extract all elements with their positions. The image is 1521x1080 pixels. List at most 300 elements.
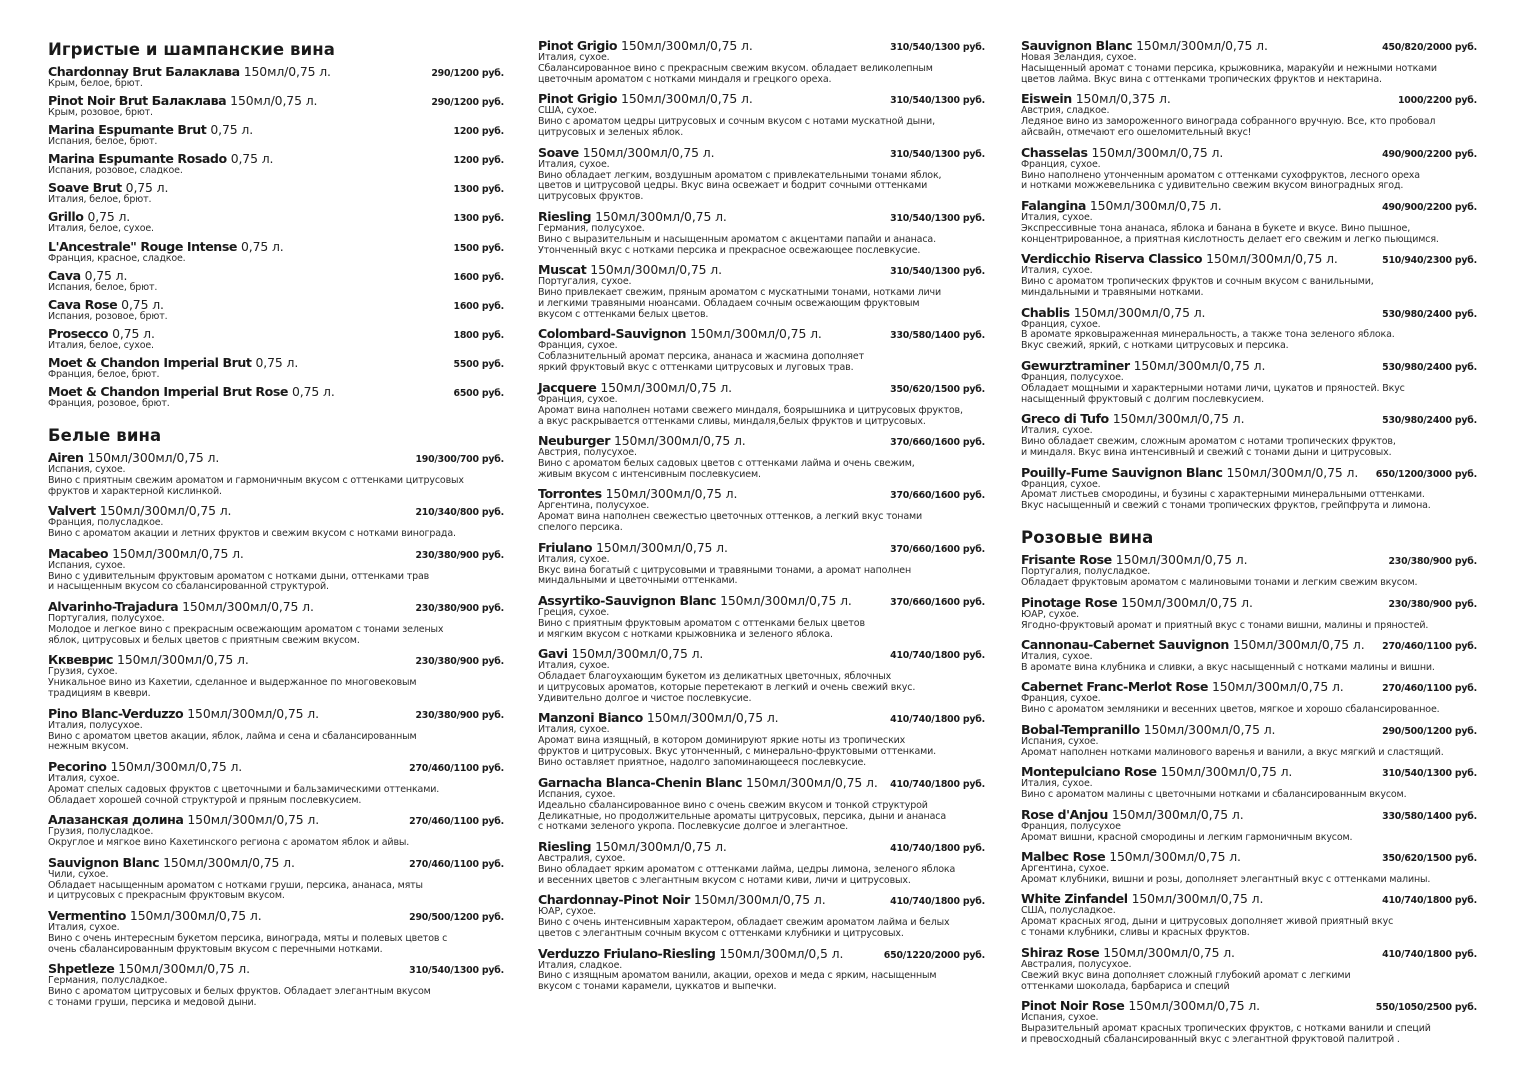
wine-item bbox=[48, 652, 504, 700]
wine-header-line bbox=[48, 503, 504, 518]
wine-header-line bbox=[1021, 891, 1477, 906]
wine-price: 270/460/1100 руб. bbox=[409, 816, 504, 828]
wine-price: 1300 руб. bbox=[453, 213, 504, 225]
wine-region: Италия, сухое. bbox=[538, 660, 610, 672]
wine-item bbox=[48, 450, 504, 498]
wine-header-line bbox=[538, 839, 985, 854]
wine-header-line bbox=[1021, 91, 1477, 106]
wine-volume: 150мл/300мл/0,75 л. bbox=[1143, 721, 1276, 737]
wine-header-line bbox=[1021, 722, 1477, 737]
wine-item bbox=[1021, 91, 1477, 139]
wine-header-line bbox=[1021, 198, 1477, 213]
wine-price: 1600 руб. bbox=[453, 271, 504, 283]
wine-region: Новая Зеландия, сухое. bbox=[1021, 52, 1137, 63]
wine-region: Австралия, сухое. bbox=[538, 852, 626, 864]
wine-header-line bbox=[1021, 807, 1477, 822]
wine-region: Франция, сухое. bbox=[1021, 318, 1101, 330]
wine-name: Moet & Chandon Imperial Brut Rose bbox=[48, 384, 288, 400]
wine-region: Италия, полусухое. bbox=[48, 719, 143, 731]
wine-name: Frisante Rose bbox=[1021, 552, 1112, 568]
wine-header-line bbox=[48, 64, 504, 79]
wine-header-line bbox=[48, 961, 504, 976]
wine-price: 410/740/1800 руб. bbox=[1382, 895, 1477, 907]
wine-volume: 150мл/0,75 л. bbox=[243, 64, 331, 79]
wine-name: Valvert bbox=[48, 503, 96, 519]
wine-volume: 150мл/300мл/0,75 л. bbox=[1128, 998, 1260, 1014]
wine-name: Pecorino bbox=[48, 758, 107, 774]
wine-item bbox=[1021, 358, 1477, 406]
wine-region: Италия, сухое. bbox=[538, 158, 610, 170]
wine-price: 230/380/900 руб. bbox=[415, 709, 504, 721]
wine-header-line bbox=[1021, 38, 1477, 53]
wine-description: Свежий вкус вина дополняет сложный глубокий аромат с легкими оттенками шоколада, барбариса и специй bbox=[1021, 969, 1351, 992]
wine-header-line bbox=[48, 546, 504, 561]
wine-item bbox=[1021, 305, 1477, 353]
wine-description: Обладает насыщенным ароматом с нотками груши, персика, ананаса, мяты и цитрусовых с прекрасным фруктовым вкусом. bbox=[48, 879, 423, 902]
wine-description: Вино наполнено утонченным ароматом с оттенками сухофруктов, лесного ореха и нотками можжевельника с удивительно свежим вкусом виноградных ягод. bbox=[1021, 169, 1420, 192]
section-title: Белые вина bbox=[48, 425, 162, 445]
wine-header-line bbox=[538, 540, 985, 555]
wine-region: Италия, белое, сухое. bbox=[48, 223, 154, 235]
wine-item bbox=[538, 433, 985, 481]
wine-volume: 150мл/300мл/0,75 л. bbox=[595, 838, 727, 854]
wine-header-line bbox=[538, 145, 985, 160]
wine-price: 310/540/1300 руб. bbox=[890, 212, 985, 224]
wine-price: 290/1200 руб. bbox=[431, 68, 504, 79]
wine-name: Chardonnay Brut Балаклава bbox=[48, 64, 240, 79]
wine-description: Экспрессивные тона ананаса, яблока и банана в букете и вкусе. Вино пышное, концентрированное, а приятная кислотность делает его свежим и легко пьющимся. bbox=[1021, 222, 1439, 245]
wine-volume: 0,75 л. bbox=[84, 267, 128, 283]
wine-region: Италия, сухое. bbox=[48, 921, 120, 933]
wine-name: Riesling bbox=[538, 838, 592, 854]
wine-header-line bbox=[48, 450, 504, 465]
wine-name: Airen bbox=[48, 449, 84, 465]
wine-region: Италия, сухое. bbox=[1021, 425, 1093, 437]
wine-name: Cabernet Franc-Merlot Rose bbox=[1021, 679, 1208, 695]
wine-header-line bbox=[48, 706, 504, 721]
wine-volume: 150мл/300мл/0,75 л. bbox=[1211, 679, 1344, 695]
wine-region: Крым, белое, брют. bbox=[48, 78, 143, 89]
wine-description: Аромат листьев смородины, и бузины с характерными минеральными оттенками. Вкус насыщенный и свежий с тонами тропических фруктов, грейпфрута и лимона. bbox=[1021, 489, 1431, 512]
wine-header-line bbox=[48, 93, 504, 108]
wine-description: Аромат вина наполнен свежестью цветочных оттенков, а легкий вкус тонами спелого персика. bbox=[538, 511, 923, 534]
wine-description: Вино с ароматом цветов акации, яблок, лайма и сена и сбалансированным нежным вкусом. bbox=[48, 730, 417, 753]
wine-description: Обладает благоухающим букетом из деликатных цветочных, яблочных и цитрусовых ароматов, которые перетекают в легкий и очень свежий вкус. Удивительно долгое и чистое послевкусие. bbox=[538, 671, 916, 704]
wine-header-line bbox=[1021, 305, 1477, 320]
wine-volume: 150мл/300мл/0,75 л. bbox=[87, 449, 220, 465]
wine-description: Вино с ароматом земляники и весенних цветов, мягкое и хорошо сбалансированное. bbox=[1021, 704, 1440, 716]
wine-item bbox=[1021, 411, 1477, 459]
wine-item bbox=[538, 946, 985, 994]
wine-header-line bbox=[48, 122, 504, 137]
wine-name: Rose d'Anjou bbox=[1021, 806, 1108, 822]
wine-name: Montepulciano Rose bbox=[1021, 764, 1157, 780]
wine-volume: 150мл/300мл/0,75 л. bbox=[1226, 464, 1359, 480]
wine-volume: 0,75 л. bbox=[87, 209, 131, 225]
wine-description: Вино с ароматом цитрусовых и белых фруктов. Обладает элегантным вкусом с тонами груши, персика и медовой дыни. bbox=[48, 986, 431, 1009]
wine-region: Франция, сухое. bbox=[538, 340, 618, 352]
wine-volume: 150мл/300мл/0,75 л. bbox=[1115, 552, 1248, 568]
wine-name: Алазанская долина bbox=[48, 812, 184, 828]
wine-description: Вино с очень интенсивным характером, обладает свежим ароматом лайма и белых цветов с элегантным сочным вкусом с оттенками клубники и цитрусовых. bbox=[538, 917, 950, 940]
wine-description: Вино обладает свежим, сложным ароматом с нотами тропических фруктов, и миндаля. Вкус вина интенсивный и свежий с тонами дыни и цитрусовых. bbox=[1021, 436, 1396, 458]
wine-item bbox=[538, 710, 985, 769]
wine-name: Кквеврис bbox=[48, 652, 114, 668]
wine-item bbox=[48, 961, 504, 1009]
section-title: Розовые вина bbox=[1021, 528, 1154, 548]
wine-item bbox=[538, 839, 985, 887]
wine-header-line bbox=[48, 151, 504, 166]
wine-region: Испания, сухое. bbox=[538, 788, 616, 800]
wine-volume: 150мл/300мл/0,75 л. bbox=[1109, 849, 1241, 865]
wine-description: Соблазнительный аромат персика, ананаса и жасмина дополняет яркий фруктовый вкус с оттенками цитрусовых и луговых трав. bbox=[538, 351, 864, 374]
wine-price: 270/460/1100 руб. bbox=[409, 762, 504, 774]
wine-price: 310/540/1300 руб. bbox=[409, 965, 504, 977]
wine-header-line bbox=[538, 91, 985, 106]
wine-price: 330/580/1400 руб. bbox=[1382, 810, 1477, 822]
wine-region: Франция, полусладкое. bbox=[48, 517, 164, 529]
wine-price: 410/740/1800 руб. bbox=[1382, 948, 1477, 960]
wine-header-line bbox=[1021, 411, 1477, 426]
wine-name: Neuburger bbox=[538, 433, 610, 448]
wine-price: 310/540/1300 руб. bbox=[890, 266, 985, 278]
wine-price: 1000/2200 руб. bbox=[1397, 95, 1477, 107]
wine-item bbox=[1021, 637, 1477, 674]
wine-item bbox=[48, 355, 504, 381]
wine-header-line bbox=[538, 209, 985, 224]
wine-description: Аромат вина изящный, в котором доминируют яркие ноты из тропических фруктов и цитрусовых. Вкус утонченный, с минерально-фруктовыми оттенками. Вино оставляет приятное, надолго запоминающееся послевкусие. bbox=[538, 735, 937, 769]
wine-header-line bbox=[1021, 251, 1477, 266]
wine-name: Friulano bbox=[538, 539, 593, 555]
wine-name: Marina Espumante Rosado bbox=[48, 151, 227, 167]
wine-volume: 150мл/300мл/0,75 л. bbox=[621, 91, 753, 107]
wine-name: Gewurztraminer bbox=[1021, 357, 1130, 373]
wine-region: Германия, полусладкое. bbox=[48, 975, 168, 987]
wine-name: Cannonau-Cabernet Sauvignon bbox=[1021, 637, 1229, 653]
wine-region: Испания, сухое. bbox=[48, 463, 126, 475]
wine-item bbox=[48, 93, 504, 119]
wine-name: Pinot Noir Brut Балаклава bbox=[48, 93, 227, 109]
wine-name: Macabeo bbox=[48, 545, 109, 561]
wine-region: Италия, белое, брют. bbox=[48, 194, 152, 206]
wine-item bbox=[48, 239, 504, 265]
wine-volume: 150мл/300мл/0,75 л. bbox=[746, 774, 878, 790]
wine-item bbox=[538, 262, 985, 321]
wine-volume: 150мл/300мл/0,75 л. bbox=[110, 758, 243, 774]
wine-header-line bbox=[1021, 637, 1477, 652]
wine-description: Вино с ароматом цедры цитрусовых и сочным вкусом с нотами мускатной дыни, цитрусовых и зеленых яблок. bbox=[538, 116, 935, 139]
wine-header-line bbox=[48, 599, 504, 614]
wine-volume: 0,75 л. bbox=[210, 122, 254, 138]
wine-description: Вино с выразительным и насыщенным ароматом с акцентами папайи и ананаса. Утонченный вкус с нотками персика и прекрасное освежающее послевкусие. bbox=[538, 233, 936, 256]
wine-description: В аромате ярковыраженная минеральность, а также тона зеленого яблока. Вкус свежий, яркий, с нотками цитрусовых и персика. bbox=[1021, 329, 1395, 352]
wine-header-line bbox=[538, 38, 985, 53]
wine-volume: 150мл/300мл/0,75 л. bbox=[571, 646, 704, 662]
wine-price: 310/540/1300 руб. bbox=[890, 148, 985, 160]
wine-region: Франция, сухое. bbox=[1021, 158, 1101, 170]
wine-volume: 150мл/300мл/0,75 л. bbox=[720, 592, 852, 608]
wine-name: Muscat bbox=[538, 262, 587, 278]
wine-header-line bbox=[1021, 465, 1477, 480]
wine-header-line bbox=[1021, 764, 1477, 779]
wine-price: 370/660/1600 руб. bbox=[890, 596, 985, 608]
wine-description: Вино с приятным фруктовым ароматом с оттенками белых цветов и мягким вкусом с нотками крыжовника и зеленого яблока. bbox=[538, 617, 865, 640]
wine-description: Обладает фруктовым ароматом с малиновыми тонами и легким свежим вкусом. bbox=[1021, 577, 1418, 589]
wine-volume: 150мл/300мл/0,75 л. bbox=[99, 503, 232, 519]
wine-volume: 150мл/300мл/0,75 л. bbox=[605, 486, 738, 502]
wine-region: Португалия, сухое. bbox=[538, 276, 632, 288]
menu-column-3 bbox=[1021, 38, 1477, 1051]
wine-price: 230/380/900 руб. bbox=[1388, 556, 1477, 568]
wine-region: Италия, сухое. bbox=[538, 52, 610, 63]
wine-price: 330/580/1400 руб. bbox=[890, 330, 985, 342]
wine-header-line bbox=[48, 759, 504, 774]
wine-price: 550/1050/2500 руб. bbox=[1375, 1002, 1477, 1014]
wine-region: Италия, сухое. bbox=[538, 553, 610, 565]
wine-name: Sauvignon Blanc bbox=[1021, 38, 1133, 53]
wine-name: Shiraz Rose bbox=[1021, 944, 1100, 960]
wine-region: Греция, сухое. bbox=[538, 606, 610, 618]
wine-name: Moet & Chandon Imperial Brut bbox=[48, 354, 252, 370]
wine-header-line bbox=[538, 326, 985, 341]
wine-region: Австрия, сладкое. bbox=[1021, 105, 1110, 117]
wine-volume: 150мл/0,75 л. bbox=[230, 93, 318, 109]
wine-volume: 150мл/300мл/0,75 л. bbox=[1089, 197, 1222, 213]
menu-column-1 bbox=[48, 38, 504, 1015]
wine-header-line bbox=[1021, 358, 1477, 373]
wine-price: 290/500/1200 руб. bbox=[1382, 725, 1477, 737]
wine-header-line bbox=[1021, 145, 1477, 160]
wine-name: Assyrtiko-Sauvignon Blanc bbox=[538, 592, 717, 608]
wine-item bbox=[1021, 849, 1477, 886]
wine-description: Вино с ароматом малины с цветочными нотками и сбалансированным вкусом. bbox=[1021, 789, 1407, 801]
wine-volume: 150мл/300мл/0,75 л. bbox=[621, 38, 753, 53]
wine-description: Вино с удивительным фруктовым ароматом с нотками дыни, оттенками трав и насыщенным вкусом со сбалансированной структурой. bbox=[48, 570, 430, 593]
wine-item bbox=[1021, 595, 1477, 632]
wine-item bbox=[1021, 998, 1477, 1046]
wine-price: 230/380/900 руб. bbox=[415, 549, 504, 561]
wine-description: Вино обладает ярким ароматом с оттенками лайма, цедры лимона, зеленого яблока и весенних цветов с элегантным вкусом с нотами киви, личи и цитрусовых. bbox=[538, 863, 956, 886]
menu-column-2 bbox=[538, 38, 985, 999]
wine-region: Испания, сухое. bbox=[1021, 735, 1099, 747]
wine-header-line bbox=[538, 775, 985, 790]
wine-header-line bbox=[48, 908, 504, 923]
wine-name: Riesling bbox=[538, 208, 592, 224]
wine-header-line bbox=[48, 268, 504, 283]
wine-volume: 150мл/300мл/0,75 л. bbox=[590, 262, 722, 278]
wine-volume: 150мл/300мл/0,75 л. bbox=[646, 710, 779, 726]
wine-item bbox=[538, 326, 985, 374]
wine-volume: 150мл/300мл/0,75 л. bbox=[129, 907, 262, 923]
wine-item bbox=[1021, 764, 1477, 801]
wine-volume: 0,75 л. bbox=[240, 238, 284, 254]
wine-volume: 150мл/300мл/0,75 л. bbox=[1136, 38, 1268, 53]
wine-volume: 0,75 л. bbox=[255, 354, 299, 370]
wine-header-line bbox=[538, 486, 985, 501]
wine-header-line bbox=[538, 710, 985, 725]
wine-name: Torrontes bbox=[538, 486, 602, 502]
wine-name: Chasselas bbox=[1021, 144, 1088, 160]
wine-name: Pinotage Rose bbox=[1021, 594, 1118, 610]
wine-volume: 150мл/300мл/0,75 л. bbox=[1112, 411, 1245, 427]
wine-price: 230/380/900 руб. bbox=[1388, 598, 1477, 610]
wine-region: Испания, розовое, сладкое. bbox=[48, 165, 183, 177]
wine-volume: 150мл/300мл/0,75 л. bbox=[613, 433, 746, 448]
wine-price: 410/740/1800 руб. bbox=[890, 842, 985, 854]
wine-name: Verdicchio Riserva Classico bbox=[1021, 251, 1203, 267]
wine-name: White Zinfandel bbox=[1021, 891, 1128, 907]
wine-description: Вино с очень интересным букетом персика, винограда, мяты и полевых цветов с очень сбалансированным фруктовым вкусом с перечными нотками. bbox=[48, 932, 448, 955]
wine-item bbox=[48, 706, 504, 754]
wine-name: Marina Espumante Brut bbox=[48, 122, 207, 138]
wine-item bbox=[1021, 552, 1477, 589]
wine-region: Италия, сладкое. bbox=[538, 959, 623, 971]
wine-region: Италия, сухое. bbox=[1021, 211, 1093, 223]
wine-description: Округлое и мягкое вино Кахетинского региона с ароматом яблок и айвы. bbox=[48, 837, 410, 849]
wine-volume: 0,75 л. bbox=[292, 384, 335, 400]
wine-item bbox=[48, 503, 504, 540]
wine-region: Крым, розовое, брют. bbox=[48, 107, 153, 119]
wine-volume: 150мл/300мл/0,75 л. bbox=[1091, 144, 1224, 160]
wine-description: Вино с ароматом белых садовых цветов с оттенками лайма и очень свежим, живым вкусом с интенсивным послевкусием. bbox=[538, 457, 915, 480]
wine-name: Manzoni Bianco bbox=[538, 710, 643, 726]
wine-item bbox=[48, 122, 504, 148]
wine-price: 530/980/2400 руб. bbox=[1382, 308, 1477, 320]
wine-price: 530/980/2400 руб. bbox=[1382, 415, 1477, 427]
wine-name: Pinot Noir Rose bbox=[1021, 998, 1125, 1014]
wine-volume: 150мл/300мл/0,75 л. bbox=[117, 652, 249, 668]
wine-region: Франция, розовое, брют. bbox=[48, 398, 170, 410]
wine-item bbox=[48, 64, 504, 90]
wine-name: Soave Brut bbox=[48, 180, 122, 196]
wine-region: Аргентина, полусухое. bbox=[538, 500, 650, 512]
wine-header-line bbox=[538, 646, 985, 661]
wine-region: Португалия, полусухое. bbox=[48, 612, 165, 624]
wine-description: Уникальное вино из Кахетии, сделанное и выдержанное по многовековым традициям в квеври. bbox=[48, 677, 417, 700]
wine-name: Gavi bbox=[538, 646, 568, 662]
wine-item bbox=[1021, 145, 1477, 193]
wine-item bbox=[48, 384, 504, 410]
wine-region: Италия, сухое. bbox=[1021, 778, 1093, 790]
wine-price: 270/460/1100 руб. bbox=[1382, 641, 1477, 653]
wine-price: 650/1220/2000 руб. bbox=[883, 949, 985, 961]
wine-region: Франция, сухое. bbox=[1021, 693, 1101, 705]
wine-description: Аромат клубники, вишни и розы, дополняет элегантный вкус с оттенками малины. bbox=[1021, 873, 1431, 885]
wine-description: Вино привлекает свежим, пряным ароматом с мускатными тонами, нотками личи и легкими травяными нюансами. Обладаем сочным освежающим фруктовым вкусом с оттенками белых цветов. bbox=[538, 287, 942, 320]
wine-description: В аромате вина клубника и сливки, а вкус насыщенный с нотками малины и вишни. bbox=[1021, 661, 1435, 673]
wine-region: ЮАР, сухое. bbox=[1021, 608, 1080, 620]
wine-name: Soave bbox=[538, 144, 579, 160]
wine-volume: 150мл/300мл/0,75 л. bbox=[112, 545, 244, 561]
wine-volume: 150мл/300мл/0,75 л. bbox=[1103, 944, 1235, 960]
wine-name: Vermentino bbox=[48, 907, 126, 923]
wine-price: 6500 руб. bbox=[453, 388, 504, 400]
wine-region: Испания, розовое, брют. bbox=[48, 310, 168, 322]
wine-volume: 150мл/300мл/0,75 л. bbox=[596, 539, 728, 555]
wine-region: Франция, красное, сладкое. bbox=[48, 252, 186, 264]
wine-name: Shpetleze bbox=[48, 961, 115, 977]
wine-region: Испания, белое, брют. bbox=[48, 281, 158, 293]
wine-price: 230/380/900 руб. bbox=[415, 656, 504, 668]
wine-price: 1500 руб. bbox=[453, 242, 504, 254]
wine-region: Италия, сухое. bbox=[1021, 265, 1093, 277]
wine-volume: 150мл/300мл/0,75 л. bbox=[1160, 764, 1293, 780]
wine-item bbox=[538, 209, 985, 257]
wine-header-line bbox=[1021, 679, 1477, 694]
wine-name: Grillo bbox=[48, 209, 84, 225]
wine-name: Pouilly-Fume Sauvignon Blanc bbox=[1021, 464, 1223, 480]
wine-price: 1300 руб. bbox=[453, 184, 504, 196]
wine-volume: 150мл/300мл/0,75 л. bbox=[693, 892, 826, 908]
wine-price: 1200 руб. bbox=[453, 155, 504, 167]
wine-price: 190/300/700 руб. bbox=[415, 453, 504, 465]
wine-region: Чили, сухое. bbox=[48, 868, 109, 880]
wine-price: 530/980/2400 руб. bbox=[1382, 361, 1477, 373]
wine-volume: 0,75 л. bbox=[230, 151, 274, 167]
wine-name: Pino Blanc-Verduzzo bbox=[48, 705, 184, 721]
wine-price: 410/740/1800 руб. bbox=[890, 650, 985, 662]
wine-region: Испания, сухое. bbox=[1021, 1012, 1099, 1024]
wine-item bbox=[48, 812, 504, 849]
wine-item bbox=[1021, 38, 1477, 86]
wine-price: 410/740/1800 руб. bbox=[890, 714, 985, 726]
wine-region: Италия, белое, сухое. bbox=[48, 339, 154, 351]
wine-header-line bbox=[48, 209, 504, 224]
wine-item bbox=[48, 599, 504, 647]
wine-volume: 150мл/300мл/0,75 л. bbox=[1073, 304, 1206, 320]
wine-name: Pinot Grigio bbox=[538, 91, 618, 107]
wine-header-line bbox=[538, 433, 985, 448]
wine-description: Идеально сбалансированное вино с очень свежим вкусом и тонкой структурой Деликатные, но продолжительные ароматы цитрусовых, персика, дыни и ананаса с нотками зеленого укропа. Послевкусие долгое и элегантное. bbox=[538, 799, 947, 833]
wine-item bbox=[48, 908, 504, 956]
wine-header-line bbox=[48, 812, 504, 827]
wine-price: 310/540/1300 руб. bbox=[1382, 768, 1477, 780]
wine-region: Италия, сухое. bbox=[48, 772, 120, 784]
wine-volume: 150мл/300мл/0,5 л. bbox=[719, 945, 844, 961]
wine-header-line bbox=[48, 855, 504, 870]
wine-name: Verduzzo Friulano-Riesling bbox=[538, 945, 716, 961]
wine-item bbox=[1021, 722, 1477, 759]
wine-item bbox=[48, 326, 504, 352]
wine-price: 5500 руб. bbox=[453, 358, 504, 370]
wine-volume: 150мл/300мл/0,75 л. bbox=[1133, 357, 1266, 373]
wine-price: 350/620/1500 руб. bbox=[890, 383, 985, 395]
wine-volume: 150мл/300мл/0,75 л. bbox=[187, 812, 320, 828]
wine-price: 1600 руб. bbox=[453, 300, 504, 312]
wine-price: 210/340/800 руб. bbox=[415, 507, 504, 519]
wine-item bbox=[1021, 465, 1477, 513]
wine-description: Вино с ароматом тропических фруктов и сочным вкусом с ванильными, миндальными и травяными нотками. bbox=[1021, 276, 1374, 299]
wine-name: Jacquere bbox=[538, 379, 597, 395]
wine-region: Австрия, полусухое. bbox=[538, 447, 637, 458]
wine-description: Аромат наполнен нотками малинового варенья и ванили, а вкус мягкий и сластящий. bbox=[1021, 746, 1444, 758]
wine-volume: 150мл/0,375 л. bbox=[1075, 91, 1171, 107]
wine-name: Eiswein bbox=[1021, 91, 1072, 107]
wine-region: Грузия, сухое. bbox=[48, 666, 118, 678]
wine-header-line bbox=[538, 380, 985, 395]
wine-item bbox=[538, 38, 985, 86]
wine-description: Вино с изящным ароматом ванили, акации, орехов и меда с ярким, насыщенным вкусом с тонами карамели, цуккатов и выпечки. bbox=[538, 970, 937, 993]
wine-price: 1800 руб. bbox=[453, 329, 504, 341]
wine-price: 350/620/1500 руб. bbox=[1382, 853, 1477, 865]
wine-description: Вкус вина богатый с цитрусовыми и травяными тонами, а аромат наполнен миндальными и цветочными оттенками. bbox=[538, 564, 912, 587]
wine-item bbox=[538, 646, 985, 705]
wine-price: 290/500/1200 руб. bbox=[409, 911, 504, 923]
wine-description: Ледяное вино из замороженного винограда собранного вручную. Все, кто пробовал айсвайн, отмечают его ошеломительный вкус! bbox=[1021, 116, 1436, 139]
wine-item bbox=[538, 380, 985, 428]
wine-volume: 150мл/300мл/0,75 л. bbox=[1111, 806, 1244, 822]
wine-name: Greco di Tufo bbox=[1021, 411, 1109, 427]
